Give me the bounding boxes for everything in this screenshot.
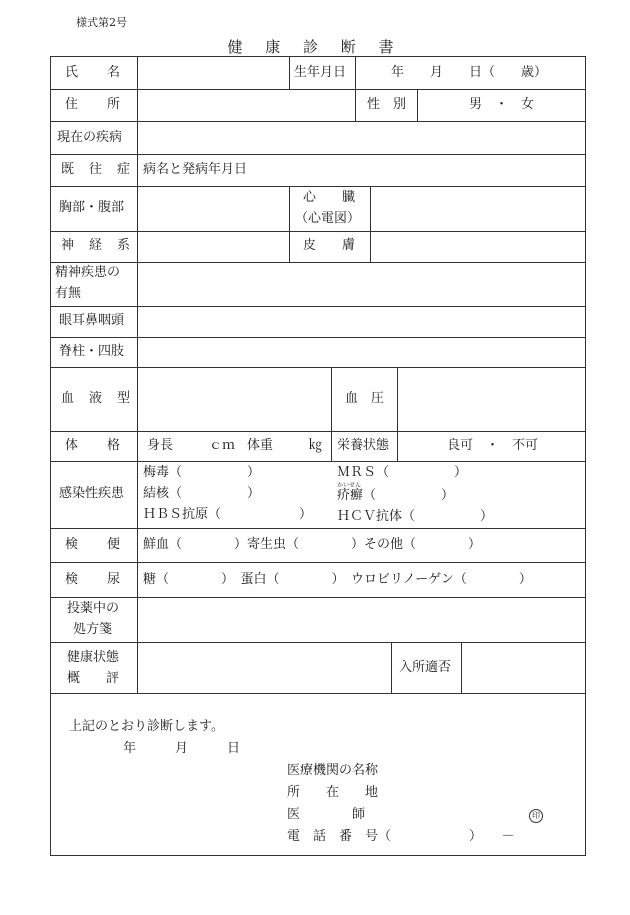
phone-number-field[interactable]: 電 話 番 号（ ） － xyxy=(287,829,515,844)
heart-label: 心 臓 xyxy=(303,190,356,205)
current-illness-label: 現在の疾病 xyxy=(57,130,123,145)
row-divider xyxy=(51,186,585,187)
scabies-ruby: かいせん xyxy=(337,482,362,489)
institution-name-label: 医療機関の名称 xyxy=(287,763,379,778)
nutrition-label: 栄養状態 xyxy=(337,438,390,453)
sex-label: 性 別 xyxy=(367,97,407,112)
ent-label: 眼耳鼻咽頭 xyxy=(59,313,125,328)
cell-divider xyxy=(461,642,462,693)
prescription-label: 処方箋 xyxy=(73,622,113,637)
scabies-field[interactable]: 疥癬（ ） xyxy=(337,488,455,503)
row-divider xyxy=(51,367,585,368)
location-label: 所 在 地 xyxy=(287,785,379,800)
syphilis-field[interactable]: 梅毒（ ） xyxy=(143,465,261,480)
cell-divider xyxy=(391,642,392,693)
row-divider xyxy=(51,154,585,155)
health-status-label: 健康状態 xyxy=(67,650,120,665)
address-label: 住 所 xyxy=(65,97,122,112)
cell-divider xyxy=(289,186,290,262)
kg-unit: ㎏ xyxy=(309,438,323,453)
row-divider xyxy=(51,642,585,643)
row-divider xyxy=(51,337,585,338)
birth-date-label: 生年月日 xyxy=(294,65,347,80)
row-divider xyxy=(51,121,585,122)
stool-test-label: 検 便 xyxy=(65,537,122,552)
ecg-label: （心電図） xyxy=(295,211,361,226)
row-divider xyxy=(51,693,585,694)
cell-divider xyxy=(417,89,418,121)
mental-illness-label-2: 有無 xyxy=(55,286,82,301)
past-illness-label: 既 往 症 xyxy=(61,162,132,177)
health-certificate-form xyxy=(50,56,586,856)
urine-test-fields[interactable]: 糖（ ） 蛋白（ ） ウロビリノーゲン（ ） xyxy=(143,572,532,587)
diagnosis-date[interactable]: 年 月 日 xyxy=(123,741,241,756)
row-divider xyxy=(51,461,585,462)
diagnosis-statement: 上記のとおり診断します。 xyxy=(69,719,224,734)
physique-label: 体 格 xyxy=(65,438,122,453)
cm-unit: ｃｍ xyxy=(209,438,236,453)
urine-test-label: 検 尿 xyxy=(65,572,122,587)
hbs-antigen-field[interactable]: ＨＢＳ抗原（ ） xyxy=(143,507,313,522)
cell-divider xyxy=(397,431,398,461)
row-divider xyxy=(51,306,585,307)
weight-label: 体重 xyxy=(247,438,274,453)
hcv-antibody-field[interactable]: ＨＣＶ抗体（ ） xyxy=(337,509,494,524)
infection-label: 感染性疾患 xyxy=(59,486,125,501)
tuberculosis-field[interactable]: 結核（ ） xyxy=(143,486,261,501)
form-number: 様式第2号 xyxy=(76,16,127,29)
nutrition-choice[interactable]: 良可 ・ 不可 xyxy=(447,438,539,453)
row-divider xyxy=(51,562,585,563)
skin-label: 皮 膚 xyxy=(303,238,356,253)
sex-choice[interactable]: 男 ・ 女 xyxy=(469,97,535,112)
medication-label: 投薬中の xyxy=(67,601,120,616)
admission-suitability-label: 入所適否 xyxy=(399,660,452,675)
general-evaluation-label: 概 評 xyxy=(67,671,120,686)
document-title: 健 康 診 断 書 xyxy=(227,38,403,56)
cell-divider xyxy=(355,89,356,121)
cell-divider xyxy=(331,431,332,461)
chest-abdomen-label: 胸部・腹部 xyxy=(59,200,125,215)
blood-type-label: 血 液 型 xyxy=(61,391,132,406)
row-divider xyxy=(51,231,585,232)
nervous-system-label: 神 経 系 xyxy=(61,238,132,253)
seal-mark xyxy=(529,807,543,823)
cell-divider xyxy=(331,367,332,431)
height-label: 身長 xyxy=(147,438,174,453)
mrs-field[interactable]: ＭＲＳ（ ） xyxy=(337,465,468,480)
row-divider xyxy=(51,89,585,90)
mental-illness-label: 精神疾患の xyxy=(55,265,121,280)
row-divider xyxy=(51,597,585,598)
spine-limbs-label: 脊柱・四肢 xyxy=(59,344,125,359)
row-divider xyxy=(51,431,585,432)
stool-test-fields[interactable]: 鮮血（ ）寄生虫（ ）その他（ ） xyxy=(143,537,482,552)
label-column-divider xyxy=(137,57,138,693)
row-divider xyxy=(51,262,585,263)
birth-date-field[interactable]: 年 月 日（ 歳） xyxy=(391,65,548,80)
blood-pressure-label: 血 圧 xyxy=(345,391,385,406)
cell-divider xyxy=(355,57,356,89)
row-divider xyxy=(51,528,585,529)
cell-divider xyxy=(289,57,290,89)
past-illness-hint: 病名と発病年月日 xyxy=(143,162,248,177)
name-label: 氏 名 xyxy=(65,65,122,80)
doctor-label: 医 師 xyxy=(287,807,366,822)
cell-divider xyxy=(370,186,371,262)
seal-icon: 印 xyxy=(529,809,543,823)
cell-divider xyxy=(397,367,398,431)
